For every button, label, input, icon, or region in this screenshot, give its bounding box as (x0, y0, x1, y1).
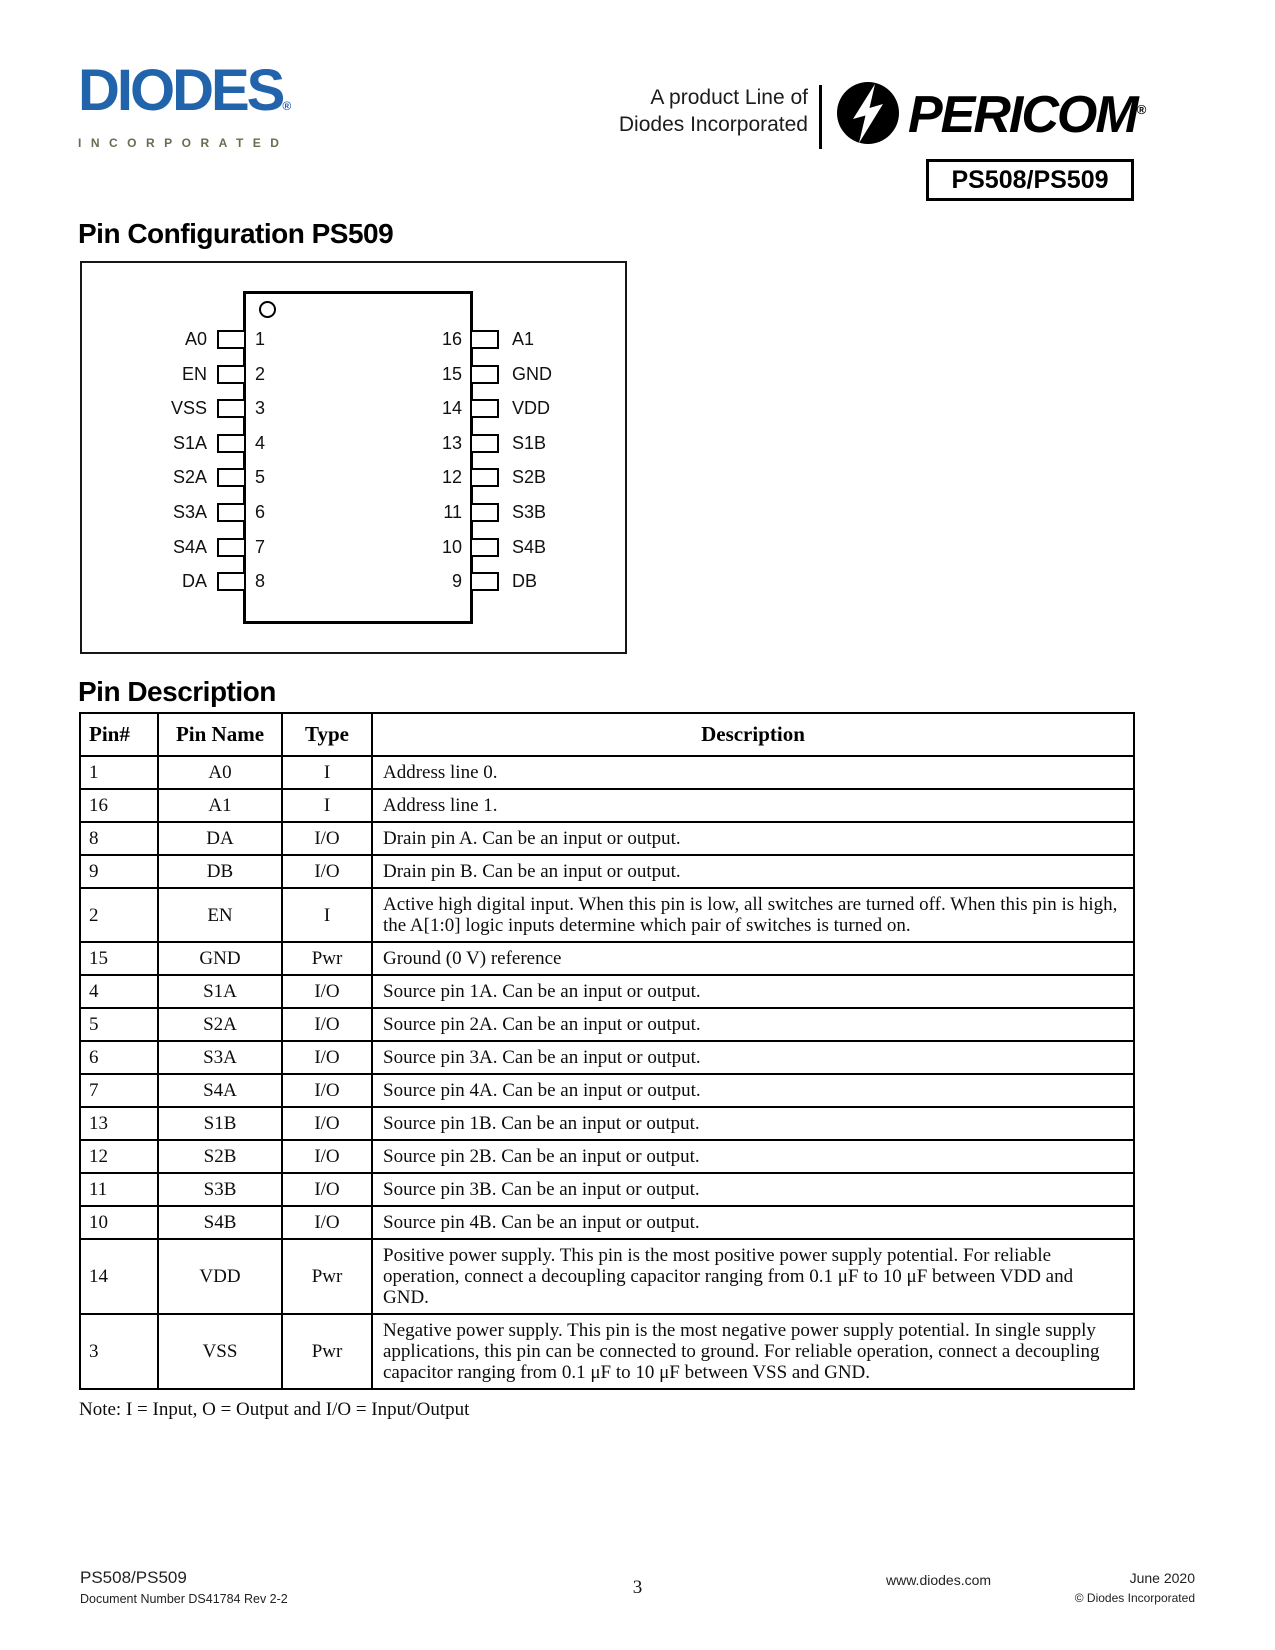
pin-name-cell: VDD (158, 1239, 282, 1314)
pin-number-cell: 10 (80, 1206, 158, 1239)
pin-description-cell: Drain pin A. Can be an input or output. (372, 822, 1134, 855)
part-number-box: PS508/PS509 (926, 159, 1134, 201)
pin-label: A1 (512, 329, 535, 349)
pin-box (217, 365, 246, 384)
pin-description-cell: Ground (0 V) reference (372, 942, 1134, 975)
diodes-logo (78, 58, 334, 150)
pin-type-cell: I/O (282, 1008, 372, 1041)
pin-name-cell: A0 (158, 756, 282, 789)
table-row (80, 1173, 1134, 1206)
pin-box (217, 330, 246, 349)
pin-number-cell: 8 (80, 822, 158, 855)
footer-copyright: © Diodes Incorporated (1074, 1591, 1195, 1605)
pin-number: 16 (441, 329, 462, 349)
pin-row-left (82, 399, 246, 418)
diodes-logo-subtext: INCORPORATED (78, 136, 289, 150)
pin-number-cell: 7 (80, 1074, 158, 1107)
pin-type-cell: I/O (282, 1074, 372, 1107)
pin-type-cell: Pwr (282, 942, 372, 975)
column-header-pin: Pin# (80, 713, 158, 756)
pin-number: 5 (255, 467, 266, 488)
pin-number-cell: 2 (80, 888, 158, 942)
pin-box (470, 468, 499, 487)
pin-number: 6 (255, 502, 266, 522)
pin-number: 1 (255, 329, 266, 349)
pin-box (217, 538, 246, 557)
pin-description-table (79, 712, 1135, 1390)
pin-name-cell: DB (158, 855, 282, 888)
pin-row-left (82, 330, 246, 349)
table-row (80, 975, 1134, 1008)
pin-number-cell: 14 (80, 1239, 158, 1314)
pin-number-cell: 6 (80, 1041, 158, 1074)
pin-number-cell: 5 (80, 1008, 158, 1041)
pin-row-left (82, 572, 246, 591)
pin-row-left (82, 538, 246, 557)
table-note: Note: I = Input, O = Output and I/O = Input/Output (79, 1399, 470, 1420)
pin-name-cell: S2B (158, 1140, 282, 1173)
pin-name-cell: S3A (158, 1041, 282, 1074)
pin-number-cell: 11 (80, 1173, 158, 1206)
pin-name-cell: S2A (158, 1008, 282, 1041)
footer-date: June 2020 (1129, 1570, 1195, 1586)
pin-row-left (82, 434, 246, 453)
pin-label: EN (181, 363, 207, 384)
pin-type-cell: I/O (282, 855, 372, 888)
table-row (80, 1206, 1134, 1239)
pin-label: S4A (172, 536, 207, 557)
footer-right (1075, 1570, 1195, 1605)
table-row (80, 942, 1134, 975)
pin-box (470, 572, 499, 591)
diodes-logo-wordmark: DIODES (78, 58, 283, 123)
pin-description-cell: Active high digital input. When this pin is low, all switches are turned off. When this pin is high, the A[1:0] logic inputs determine which pair of switches is turned on. (372, 888, 1134, 942)
pin-name-cell: DA (158, 822, 282, 855)
pin-number-cell: 4 (80, 975, 158, 1008)
pin-description-section (79, 712, 1137, 1421)
pin-label: S2A (172, 467, 207, 488)
pin-box (470, 503, 499, 522)
pin-row-right (470, 468, 546, 487)
pin-name-cell: A1 (158, 789, 282, 822)
pin-box (217, 468, 246, 487)
pin-number-cell: 9 (80, 855, 158, 888)
pin-type-cell: I/O (282, 1206, 372, 1239)
table-row (80, 1107, 1134, 1140)
pin-label: S3B (512, 502, 547, 522)
pin-description-cell: Negative power supply. This pin is the most negative power supply potential. In single supply applications, this pin can be connected to ground. For reliable operation, connect a decoupling capacitor ranging from 0.1 μF to 10 μF between VSS and GND. (372, 1314, 1134, 1389)
pin-label: S3A (172, 502, 207, 522)
pin-description-cell: Address line 0. (372, 756, 1134, 789)
pin-type-cell: Pwr (282, 1314, 372, 1389)
pin-description-cell: Drain pin B. Can be an input or output. (372, 855, 1134, 888)
pericom-logo-text (908, 78, 1144, 147)
pin-number: 2 (255, 363, 266, 384)
column-header-description: Description (372, 713, 1134, 756)
pin-number: 4 (255, 432, 266, 453)
table-row (80, 1239, 1134, 1314)
pin-number-cell: 3 (80, 1314, 158, 1389)
pin-type-cell: I/O (282, 822, 372, 855)
table-row (80, 822, 1134, 855)
pin-configuration-title: Pin Configuration PS509 (78, 218, 394, 249)
tagline-line-1: A product Line of (650, 86, 808, 109)
pin-name-cell: S1B (158, 1107, 282, 1140)
pin-diagram (80, 261, 627, 654)
pin-row-left (82, 503, 246, 522)
pin-box (217, 503, 246, 522)
table-row (80, 855, 1134, 888)
pin-description-cell: Source pin 4B. Can be an input or output. (372, 1206, 1134, 1239)
pin-box (470, 365, 499, 384)
pin-box (470, 399, 499, 418)
pin-label: VDD (512, 398, 551, 419)
pin-label: S2B (512, 467, 547, 488)
pin-type-cell: I (282, 888, 372, 942)
pin-label: A0 (184, 329, 207, 349)
pin-name-cell: S4A (158, 1074, 282, 1107)
pin-row-right (470, 365, 552, 384)
pin-number: 14 (441, 398, 462, 419)
table-header-row (80, 713, 1134, 756)
pin-label: S1B (512, 432, 547, 453)
pin-row-left (82, 468, 246, 487)
pin-name-cell: S1A (158, 975, 282, 1008)
table-row (80, 1314, 1134, 1389)
product-line-tagline (560, 84, 808, 138)
pin-name-cell: GND (158, 942, 282, 975)
pin-number-cell: 1 (80, 756, 158, 789)
pin-row-right (470, 434, 546, 453)
pin-name-cell: VSS (158, 1314, 282, 1389)
tagline-separator (819, 85, 822, 149)
pin-number: 3 (255, 398, 266, 419)
pin-row-left (82, 365, 246, 384)
pin-number: 15 (441, 363, 462, 384)
pin-number-cell: 13 (80, 1107, 158, 1140)
pin-label: DB (512, 571, 538, 592)
table-row (80, 756, 1134, 789)
table-row (80, 1140, 1134, 1173)
pin-type-cell: I (282, 756, 372, 789)
table-row (80, 1074, 1134, 1107)
table-row (80, 1008, 1134, 1041)
pin-number-cell: 15 (80, 942, 158, 975)
pin-number-cell: 16 (80, 789, 158, 822)
pin-type-cell: I/O (282, 1173, 372, 1206)
footer-part-number: PS508/PS509 (80, 1568, 187, 1587)
pin-type-cell: I (282, 789, 372, 822)
pin-description-cell: Source pin 4A. Can be an input or output. (372, 1074, 1134, 1107)
pin-description-cell: Source pin 2A. Can be an input or output. (372, 1008, 1134, 1041)
table-row (80, 789, 1134, 822)
pin-number: 8 (255, 571, 266, 592)
pin-label: S1A (172, 432, 207, 453)
pin-number: 11 (443, 502, 462, 522)
pin-number-cell: 12 (80, 1140, 158, 1173)
pin-box (217, 399, 246, 418)
pin-number: 12 (441, 467, 462, 488)
pin-number: 7 (255, 536, 266, 557)
pin-name-cell: EN (158, 888, 282, 942)
pin-row-right (470, 572, 537, 591)
pin-box (470, 538, 499, 557)
pin-name-cell: S3B (158, 1173, 282, 1206)
pin-name-cell: S4B (158, 1206, 282, 1239)
pin-number: 13 (441, 432, 462, 453)
footer-website-link[interactable]: www.diodes.com (886, 1572, 992, 1588)
pin-description-cell: Source pin 3B. Can be an input or output. (372, 1173, 1134, 1206)
pin-description-cell: Positive power supply. This pin is the most positive power supply potential. For reliable operation, connect a decoupling capacitor ranging from 0.1 μF to 10 μF between VDD and GND. (372, 1239, 1134, 1314)
pin-box (217, 434, 246, 453)
pin-row-right (470, 503, 546, 522)
pericom-logo (836, 78, 1144, 147)
pin-type-cell: I/O (282, 1140, 372, 1173)
pin-number: 9 (451, 571, 462, 592)
pericom-lightning-bolt-icon (836, 81, 900, 145)
pin-box (217, 572, 246, 591)
pin-type-cell: Pwr (282, 1239, 372, 1314)
table-row (80, 888, 1134, 942)
pin-type-cell: I/O (282, 1107, 372, 1140)
pin-label: S4B (512, 536, 547, 557)
diodes-registered-mark-icon: ® (282, 99, 292, 113)
pin-description-cell: Source pin 3A. Can be an input or output. (372, 1041, 1134, 1074)
pericom-wordmark-text: PERICOM (908, 86, 1137, 144)
pin1-indicator-circle (259, 301, 276, 318)
footer-document-number: Document Number DS41784 Rev 2-2 (80, 1592, 288, 1606)
pin-label: VSS (170, 398, 207, 419)
pin-description-cell: Source pin 1A. Can be an input or output. (372, 975, 1134, 1008)
pin-type-cell: I/O (282, 1041, 372, 1074)
column-header-type: Type (282, 713, 372, 756)
pin-description-title: Pin Description (78, 676, 276, 707)
pin-label: DA (181, 571, 207, 592)
page-number: 3 (632, 1577, 643, 1598)
table-row (80, 1041, 1134, 1074)
pin-box (470, 330, 499, 349)
pin-description-cell: Source pin 2B. Can be an input or output. (372, 1140, 1134, 1173)
pin-number: 10 (441, 536, 462, 557)
pin-row-right (470, 399, 550, 418)
pin-label: GND (512, 363, 552, 384)
pin-box (470, 434, 499, 453)
column-header-pin-name: Pin Name (158, 713, 282, 756)
pericom-registered-mark-icon: ® (1136, 102, 1145, 117)
pin-type-cell: I/O (282, 975, 372, 1008)
diodes-logo-text (78, 58, 334, 135)
pin-row-right (470, 330, 534, 349)
pin-row-right (470, 538, 546, 557)
pin-description-cell: Source pin 1B. Can be an input or output. (372, 1107, 1134, 1140)
tagline-line-2: Diodes Incorporated (618, 113, 808, 136)
pin-description-cell: Address line 1. (372, 789, 1134, 822)
